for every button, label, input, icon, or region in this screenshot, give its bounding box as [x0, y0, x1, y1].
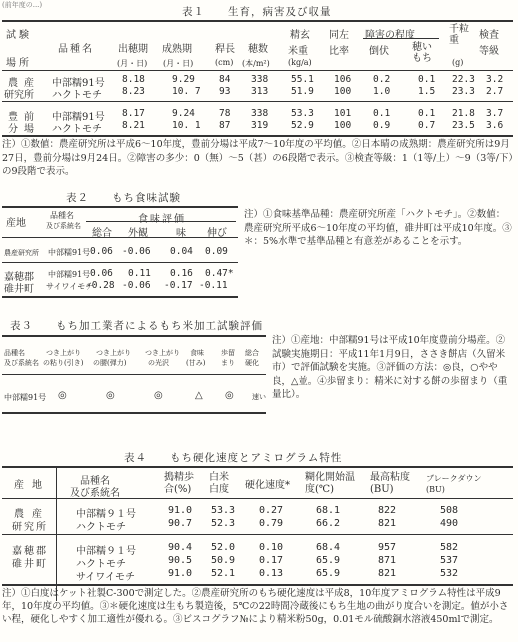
- t4-header-rule: [2, 498, 513, 499]
- t3-header-hinshu2: 及び系統名: [4, 359, 39, 367]
- t4-cell: 52.3: [211, 518, 236, 529]
- t4-cell: 508: [440, 505, 459, 516]
- t1-cell: 8.17: [122, 108, 145, 119]
- t3-header-col: まり: [221, 359, 235, 367]
- t1-header-hosu: 穂数: [248, 44, 268, 55]
- t1-header-kome: 米重: [288, 46, 308, 57]
- t4-cell: 821: [378, 518, 397, 529]
- t1-header-kensa: 検査: [479, 30, 499, 41]
- t1-cell: 21.8: [452, 108, 475, 119]
- t1-header-shogai: 障害の程度: [365, 30, 415, 41]
- t4-cell: 0.27: [259, 505, 284, 516]
- t3-header-col: 硬化: [245, 359, 259, 367]
- t4-cell: 52.0: [211, 542, 236, 553]
- t2-cell: -0.11: [199, 280, 228, 291]
- t2-cell: 0.16: [170, 268, 193, 279]
- t2-shokumi-rule: [86, 221, 236, 222]
- t4-top-rule: [2, 466, 513, 468]
- t4-cell: 68.4: [316, 542, 341, 553]
- t3-header-rule: [2, 374, 266, 375]
- t2-cell: 0.04: [170, 246, 193, 257]
- t1-cell: 0.1: [373, 108, 391, 119]
- table1-title: 表１ 生育，病害及び収量: [182, 6, 332, 18]
- t4-cell: 90.4: [168, 542, 193, 553]
- t1-cell: 51.9: [291, 86, 314, 97]
- t1-header-mochi: 穂いもち: [412, 42, 432, 64]
- t2-header-rule: [2, 237, 238, 238]
- t1-cell: 55.1: [291, 74, 314, 85]
- t4-cell: 50.9: [211, 555, 236, 566]
- t3-header-col: の腰(弾力): [93, 359, 127, 367]
- t1-header-kan: 稈長: [215, 44, 235, 55]
- t1-cell: 0.2: [373, 74, 391, 85]
- t1-cell: 2.7: [486, 86, 504, 97]
- t2-cell: 0.11: [128, 268, 151, 279]
- t1-site: 豊前: [8, 112, 40, 123]
- t4-header-hinshu2: 及び系統名: [70, 488, 120, 499]
- t4-site: 研究所: [12, 522, 48, 533]
- t1-unit-5: (kg/a): [288, 58, 312, 67]
- t1-unit-6: (g): [452, 58, 464, 67]
- t4-cell: 0.17: [259, 555, 284, 566]
- t2-cell: 0.47*: [205, 268, 234, 279]
- t3-header-col: つき上がり: [145, 349, 180, 357]
- table2-title: 表２ もち食味試験: [66, 192, 181, 204]
- t4-cell-variety: ハクトモチ: [76, 522, 126, 533]
- t4-header-col: 搗精歩合(%): [164, 472, 194, 495]
- t2-cell-site: 農産研究所: [4, 249, 39, 257]
- t4-header-col: 最高粘度(BU): [370, 472, 410, 495]
- t1-unit-1: (月・日): [117, 59, 148, 68]
- t4-cell-variety: サイワイモチ: [76, 572, 135, 583]
- t2-header-sanchi: 産地: [6, 218, 26, 229]
- t4-cell: 957: [378, 542, 397, 553]
- t4-cell: 532: [440, 568, 459, 579]
- t2-cell-variety: 中部糯91号: [48, 270, 91, 279]
- t2-cell: -0.28: [86, 280, 115, 291]
- t4-cell: 90.7: [168, 518, 193, 529]
- t4-bottom-rule: [2, 584, 513, 586]
- t1-cell: 319: [251, 120, 269, 131]
- t4-cell: 91.0: [168, 505, 193, 516]
- t4-cell-variety: 中部糯９１号: [76, 509, 136, 520]
- t4-note: 注）①白度はケット社製C-300で測定した。②農産研究所のもち硬化速度は平成8，10年度アミログラム特性は平成9年，10年度の平均値。③＊硬化速度は生もち製造後，5℃の22時間冷蔵後にもち生地の曲がり度合いを測定。値が小さい程，硬化しやすく加工適性が優れる。③ビスコグラフ№により精米粉50g，0.01モル硫酸銅水溶液450mlで測定。: [2, 588, 509, 625]
- t1-unit-4: (本/m²): [242, 59, 270, 68]
- t2-cell-site: 碓井町: [4, 284, 34, 295]
- t1-header-hinshu: 品種名: [58, 44, 94, 55]
- t1-cell: 0.1: [418, 108, 436, 119]
- t1-cell: 0.7: [418, 120, 436, 131]
- t1-cell: 106: [334, 74, 352, 85]
- t3-cell: △: [195, 390, 203, 401]
- table4-title: 表４ もち硬化速度とアミログラム特性: [124, 452, 343, 464]
- t2-cell-variety: サイワイモチ: [46, 282, 94, 291]
- table3-title: 表３ もち加工業者によるもち米加工試験評価: [10, 320, 263, 332]
- t4-site: 嘉穂郡: [12, 546, 48, 557]
- t2-row-rule: [2, 262, 238, 263]
- t3-cell: ◎: [106, 390, 115, 401]
- t1-cell: 3.7: [486, 108, 504, 119]
- t4-site: 碓井町: [12, 559, 48, 570]
- t3-cell-variety: 中部糯91号: [4, 393, 47, 402]
- t2-header-col: 伸び: [207, 228, 227, 239]
- t4-cell: 0.79: [259, 518, 284, 529]
- t2-cell: 0.06: [90, 246, 113, 257]
- t1-unit-3: (cm): [215, 58, 234, 67]
- t1-cell-variety: ハクトモチ: [52, 124, 102, 135]
- t4-header-sanchi: 産地: [14, 480, 50, 491]
- t3-header-col: つき上がり: [46, 349, 81, 357]
- table1-top-rule: [2, 20, 513, 22]
- t4-cell: 52.1: [211, 568, 236, 579]
- t2-header-col: 総合: [92, 228, 112, 239]
- t2-note: 注）①食味基準品種：農産研究所産「ハクトモチ」。②数値：農産研究所平成6～10年度の平均値，碓井町は平成10年度。③＊：5%水準で基準品種と有意差があることを示す。: [244, 209, 512, 247]
- t1-bottom-rule: [2, 135, 513, 137]
- t4-cell: 871: [378, 555, 397, 566]
- t1-site: 農産: [8, 78, 40, 89]
- t1-cell: 23.5: [452, 120, 475, 131]
- t4-cell: 822: [378, 505, 397, 516]
- t2-header-shokumi: 食味評価: [138, 214, 186, 225]
- t4-site: 農産: [14, 509, 50, 520]
- t3-cell: ◎: [58, 390, 67, 401]
- t4-cell: 90.5: [168, 555, 193, 566]
- t1-header-shiken: 試験: [6, 30, 32, 41]
- t1-cell: 338: [251, 74, 269, 85]
- t1-site: 分場: [8, 124, 40, 135]
- t4-cell: 91.0: [168, 568, 193, 579]
- t4-cell: 537: [440, 555, 459, 566]
- t1-cell: 10. 7: [172, 86, 201, 97]
- t3-header-col: の粘り(引き): [43, 359, 84, 367]
- t1-cell: 78: [219, 108, 231, 119]
- t1-cell: 313: [251, 86, 269, 97]
- t2-cell-site: 嘉穂郡: [4, 272, 34, 283]
- t2-header-hinshu: 品種名: [50, 211, 74, 220]
- t2-top-rule: [2, 206, 238, 208]
- t4-header-col: 糊化開始温度(℃): [305, 472, 355, 495]
- t2-cell: 0.09: [205, 246, 228, 257]
- t1-cell-variety: ハクトモチ: [52, 90, 102, 101]
- t4-cell: 68.1: [316, 505, 341, 516]
- t1-cell: 87: [219, 120, 231, 131]
- t4-cell: 821: [378, 568, 397, 579]
- t1-header-senryu: 千粒重: [449, 24, 469, 46]
- t1-note: 注）①数値：農産研究所は平成6～10年度，豊前分場は平成7～10年度の平均値。②日本晴の成熟期：農産研究所は9月27日，豊前分場は9月24日。②障害の多少：0（無）～5（甚）の6段階で表示。③検査等級：1（1等/上）～9（3等/下）の9段階で表示。: [2, 139, 514, 177]
- t4-cell: 490: [440, 518, 459, 529]
- t1-cell: 8.21: [122, 120, 145, 131]
- t4-header-col: 白米白度: [209, 472, 229, 495]
- t1-cell: 52.9: [291, 120, 314, 131]
- t1-cell: 8.23: [122, 86, 145, 97]
- t1-cell: 100: [334, 120, 352, 131]
- t1-cell: 3.6: [486, 120, 504, 131]
- t1-header-douza: 同左: [329, 30, 349, 41]
- t1-group-rule: [2, 101, 513, 102]
- t3-bottom-rule: [2, 412, 266, 414]
- t1-header-seijuku: 成熟期: [162, 44, 192, 55]
- t3-note: 注）①産地：中部糯91号は平成10年度豊前分場産。②試験実施期日：平成11年1月9日，ささき餅店（久留米市）で評価試験を実施。③評価の方法：◎良，○やや良，△並。④歩留まり：精米に対する餅の歩留まり（重量比）。: [272, 335, 508, 400]
- t4-header-hinshu: 品種名: [80, 476, 110, 487]
- t4-header-col: ブレークダウン(BU): [426, 474, 482, 494]
- t3-cell: ◎: [225, 390, 234, 401]
- t1-cell: 0.1: [418, 74, 436, 85]
- t1-cell: 22.3: [452, 74, 475, 85]
- t2-header-hinshu2: 及び系統名: [46, 222, 81, 230]
- t4-cell: 0.13: [259, 568, 284, 579]
- t1-header-basho: 場所: [6, 58, 32, 69]
- t4-cell: 65.9: [316, 568, 341, 579]
- t1-cell: 338: [251, 108, 269, 119]
- t1-cell: 9.24: [172, 108, 195, 119]
- t3-header-col: の光沢: [148, 359, 169, 367]
- t1-cell: 1.5: [418, 86, 436, 97]
- t4-cell-variety: ハクトモチ: [76, 559, 126, 570]
- t3-top-rule: [2, 335, 266, 337]
- t4-cell: 53.3: [211, 505, 236, 516]
- t3-header-col: つき上がり: [96, 349, 131, 357]
- t3-header-col: 歩留: [221, 349, 235, 357]
- t4-cell-variety: 中部糯９１号: [76, 546, 136, 557]
- t1-cell: 23.3: [452, 86, 475, 97]
- t1-header-tokyu: 等級: [479, 46, 499, 57]
- t1-cell-variety: 中部糯91号: [52, 112, 105, 123]
- t1-header-hiritsu: 比率: [329, 46, 349, 57]
- t1-header-shusui: 出穂期: [118, 44, 148, 55]
- t3-header-col: 食味: [190, 349, 204, 357]
- t1-cell: 100: [334, 86, 352, 97]
- t2-header-col: 味: [176, 228, 186, 239]
- t3-header-hinshu: 品種名: [4, 349, 25, 357]
- t1-cell: 3.2: [486, 74, 504, 85]
- t2-bottom-rule: [2, 296, 238, 298]
- t1-cell: 84: [219, 74, 231, 85]
- t1-cell: 53.3: [291, 108, 314, 119]
- t3-cell: ◎: [154, 390, 163, 401]
- t1-cell: 0.9: [373, 120, 391, 131]
- t1-site: 研究所: [4, 90, 34, 101]
- t3-header-col: 総合: [245, 349, 259, 357]
- t4-group-rule: [2, 534, 513, 535]
- t1-cell: 93: [219, 86, 231, 97]
- t1-cell-variety: 中部糯91号: [52, 78, 105, 89]
- t1-header-seigen: 精玄: [290, 30, 310, 41]
- t1-cell: 1.0: [373, 86, 391, 97]
- t1-header-tofuku: 倒伏: [369, 46, 389, 57]
- t1-header-rule: [2, 70, 513, 71]
- t2-cell: -0.06: [122, 280, 151, 291]
- t1-unit-2: (月・日): [163, 59, 194, 68]
- t4-cell: 0.10: [259, 542, 284, 553]
- t1-cell: 101: [334, 108, 352, 119]
- t1-shogai-rule: [363, 38, 439, 39]
- t2-cell: 0.06: [90, 268, 113, 279]
- t1-cell: 9.29: [172, 74, 195, 85]
- t2-cell-variety: 中部糯91号: [48, 248, 91, 257]
- t1-cell: 8.18: [122, 74, 145, 85]
- t4-cell: 66.2: [316, 518, 341, 529]
- t3-cell: 速い: [252, 393, 266, 401]
- t3-header-col: (甘み): [186, 359, 206, 367]
- t2-cell: -0.06: [122, 246, 151, 257]
- t4-cell: 65.9: [316, 555, 341, 566]
- page-top-fragment: (前年度の...): [2, 1, 43, 9]
- t4-header-col: 硬化速度*: [245, 480, 290, 491]
- t2-cell: -0.17: [164, 280, 193, 291]
- t2-header-col: 外観: [128, 228, 148, 239]
- t4-cell: 582: [440, 542, 459, 553]
- t1-cell: 10. 1: [172, 120, 201, 131]
